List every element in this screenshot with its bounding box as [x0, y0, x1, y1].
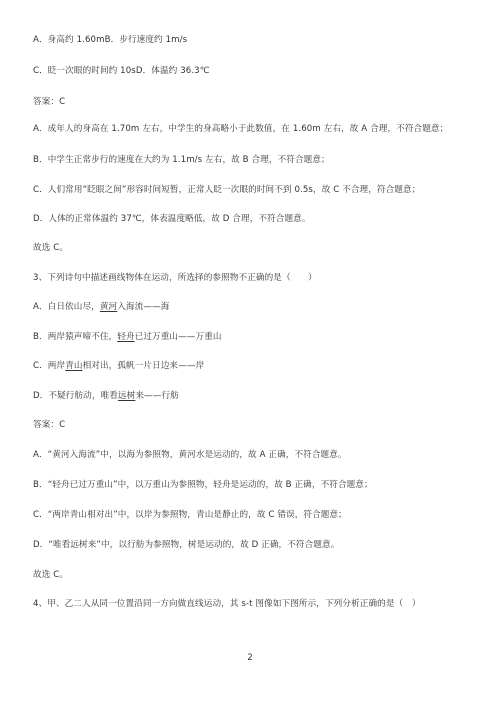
underlined-word: 远树 — [117, 391, 136, 401]
explanation-b: B．“轻舟已过万重山”中，以万重山为参照物，轻舟是运动的，故 B 正确，不符合题意； — [33, 480, 373, 490]
conclusion: 故选 C。 — [33, 570, 69, 580]
explanation-a: A．“黄河入海流”中，以海为参照物，黄河水是运动的，故 A 正确，不符合题意。 — [33, 450, 347, 460]
question-3-option-a: A．白日依山尽，黄河入海流——海 — [33, 302, 170, 312]
explanation-a: A．成年人的身高在 1.70m 左右，中学生的身高略小于此数值，在 1.60m 左右，故 A 合理，不符合题意； — [33, 124, 449, 134]
answer-label: 答案：C — [33, 420, 66, 430]
question-3-option-b: B．两岸猿声啼不住，轻舟已过万重山——万重山 — [33, 332, 222, 342]
question-3-stem: 3、下列诗句中描述画线物体在运动，所选择的参照物不正确的是（ ） — [33, 273, 317, 283]
explanation-c: C．人们常用“眨眼之间”形容时间短暂，正常人眨一次眼的时间不到 0.5s，故 C 不合理，符合题意； — [33, 185, 421, 195]
underlined-word: 轻舟 — [117, 332, 135, 342]
explanation-d: D．“唯看远树来”中，以行舫为参照物，树是运动的，故 D 正确，不符合题意。 — [33, 540, 340, 550]
answer-label: 答案：C — [33, 97, 66, 107]
underlined-word: 黄河 — [99, 302, 118, 312]
option-c-d-line: C．眨一次眼的时间约 10sD．体温约 36.3℃ — [33, 66, 210, 76]
option-a-b-line: A．身高约 1.60mB．步行速度约 1m/s — [33, 35, 188, 45]
question-4-stem: 4、甲、乙二人从同一位置沿同一方向做直线运动，其 s-t 图像如下图所示，下列分析正确的是（ ） — [33, 599, 421, 609]
explanation-b: B．中学生正常步行的速度在大约为 1.1m/s 左右，故 B 合理，不符合题意； — [33, 155, 330, 165]
explanation-c: C．“两岸青山相对出”中，以岸为参照物，青山是静止的，故 C 错误，符合题意； — [33, 510, 347, 520]
page-number: 2 — [247, 653, 253, 663]
conclusion: 故选 C。 — [33, 243, 69, 253]
explanation-d: D．人体的正常体温约 37℃，体表温度略低，故 D 合理，不符合题意。 — [33, 214, 311, 224]
question-3-option-d: D．不疑行舫动，唯看远树来——行舫 — [33, 391, 179, 401]
question-3-option-c: C．两岸青山相对出，孤帆一片日边来——岸 — [33, 361, 205, 371]
underlined-word: 青山 — [65, 361, 83, 371]
